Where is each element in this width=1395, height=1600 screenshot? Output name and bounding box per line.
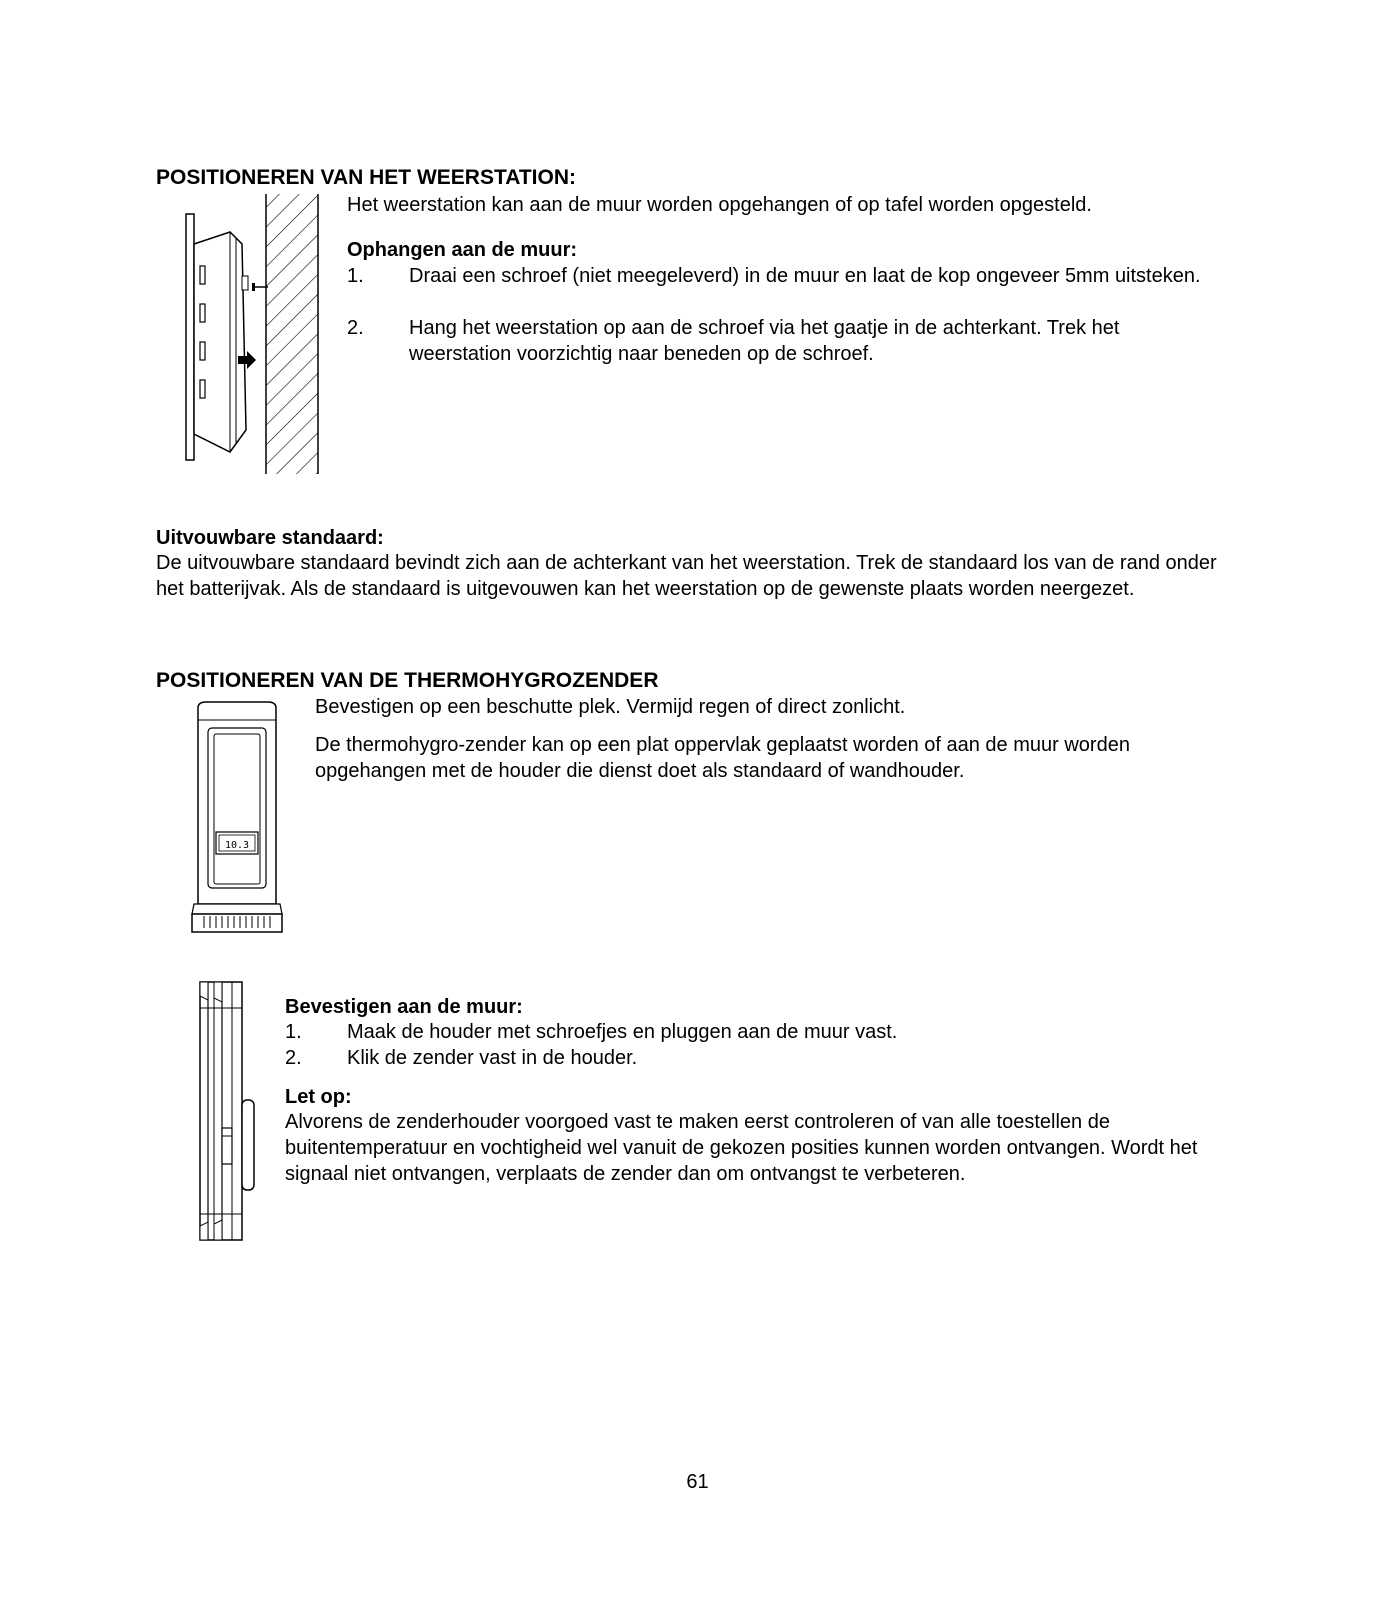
section1-subheading: Ophangen aan de muur: bbox=[347, 239, 578, 261]
list-number: 2. bbox=[347, 317, 364, 339]
section1-intro: Het weerstation kan aan de muur worden opgehangen of op tafel worden opgesteld. bbox=[347, 194, 1092, 216]
list-item bbox=[347, 263, 1227, 315]
list-item bbox=[285, 1019, 1225, 1045]
list-text: Hang het weerstation op aan de schroef via het gaatje in de achterkant. Trek het weerstation voorzichtig naar beneden op de schroef. bbox=[409, 317, 1120, 365]
section1-heading: POSITIONEREN VAN HET WEERSTATION: bbox=[156, 166, 577, 189]
section4-heading: Bevestigen aan de muur: bbox=[285, 996, 523, 1018]
page-number: 61 bbox=[686, 1471, 709, 1493]
list-text: Maak de houder met schroefjes en pluggen aan de muur vast. bbox=[347, 1021, 898, 1043]
section3-p2: De thermohygro-zender kan op een plat oppervlak geplaatst worden of aan de muur worden opgehangen met de houder die dienst doet als standaard of wandhouder. bbox=[315, 734, 1130, 782]
wall-mount-illustration bbox=[180, 194, 320, 476]
display-reading: 10.3 bbox=[224, 840, 250, 851]
list-number: 1. bbox=[285, 1021, 302, 1043]
note-heading: Let op: bbox=[285, 1086, 352, 1108]
transmitter-side-illustration bbox=[196, 978, 260, 1248]
transmitter-illustration bbox=[190, 700, 290, 936]
section2-text: De uitvouwbare standaard bevindt zich aan de achterkant van het weerstation. Trek de standaard los van de rand onder het batterijvak. Als de standaard is uitgevouwen kan het weerstation op de gewenste plaats worden neergezet. bbox=[156, 552, 1217, 600]
list-item bbox=[285, 1045, 1225, 1071]
list-text: Klik de zender vast in de houder. bbox=[347, 1047, 638, 1069]
list-item bbox=[347, 315, 1227, 367]
section2-heading: Uitvouwbare standaard: bbox=[156, 527, 384, 549]
section3-p1: Bevestigen op een beschutte plek. Vermijd regen of direct zonlicht. bbox=[315, 696, 906, 718]
list-number: 1. bbox=[347, 265, 364, 287]
section3-heading: POSITIONEREN VAN DE THERMOHYGROZENDER bbox=[156, 669, 659, 692]
list-text: Draai een schroef (niet meegeleverd) in de muur en laat de kop ongeveer 5mm uitsteken. bbox=[409, 265, 1201, 287]
note-text: Alvorens de zenderhouder voorgoed vast te maken eerst controleren of van alle toestellen de buitentemperatuur en vochtigheid wel vanuit de gekozen posities kunnen worden ontvangen. Wordt het signaal niet ontvangen, verplaats de zender dan om ontvangst te verbeteren. bbox=[285, 1111, 1198, 1185]
list-number: 2. bbox=[285, 1047, 302, 1069]
